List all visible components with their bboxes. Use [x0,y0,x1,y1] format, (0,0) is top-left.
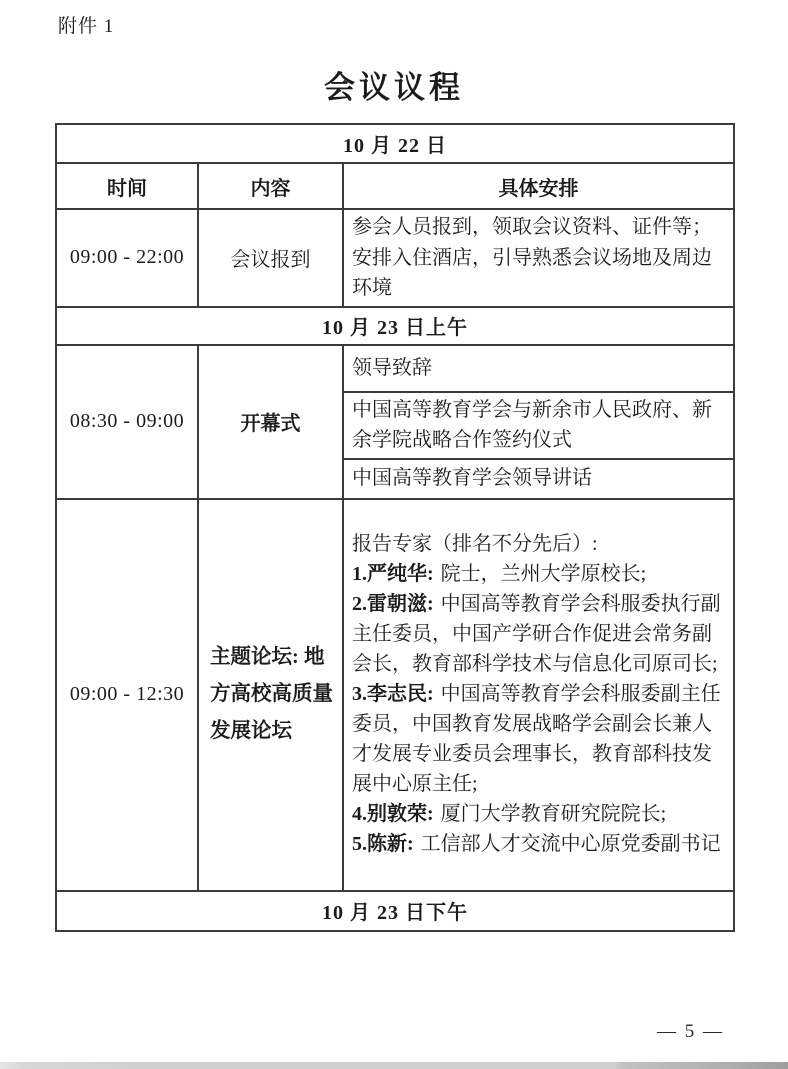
opening-content: 开幕式 [198,345,343,499]
expert-desc: 院士，兰州大学原校长; [440,563,647,585]
column-header-content: 内容 [198,163,343,209]
document-title: 会议议程 [324,70,464,105]
opening-item-3: 中国高等教育学会领导讲话 [343,459,734,499]
column-header-time: 时间 [56,163,198,209]
opening-time: 08:30 - 09:00 [56,345,198,499]
expert-name: 2.雷朝滋: [352,593,434,615]
date-header-oct22: 10 月 22 日 [56,124,734,163]
opening-item-2: 中国高等教育学会与新余市人民政府、新余学院战略合作签约仪式 [343,392,734,459]
expert-desc: 厦门大学教育研究院院长; [440,803,667,825]
expert-name: 4.别敦荣: [352,803,434,825]
opening-item-1: 领导致辞 [343,345,734,392]
registration-content: 会议报到 [198,209,343,307]
expert-item [352,679,727,799]
registration-arrangement: 参会人员报到，领取会议资料、证件等；安排入住酒店，引导熟悉会议场地及周边环境 [343,209,734,307]
row-opening-1 [56,345,734,392]
forum-arrangement [343,499,734,891]
row-date-oct22 [56,124,734,163]
expert-item [352,829,727,859]
attachment-label: 附件 1 [58,16,115,37]
expert-name: 1.严纯华: [352,563,434,585]
row-forum [56,499,734,891]
date-header-oct23-afternoon: 10 月 23 日下午 [56,891,734,931]
row-date-oct23-morning [56,307,734,345]
expert-name: 3.李志民: [352,683,434,705]
expert-name: 5.陈新: [352,833,414,855]
forum-content: 主题论坛: 地方高校高质量发展论坛 [198,499,343,891]
page-bottom-edge [0,1062,788,1069]
forum-time: 09:00 - 12:30 [56,499,198,891]
expert-item [352,799,727,829]
date-header-oct23-morning: 10 月 23 日上午 [56,307,734,345]
page-number: — 5 — [657,1021,724,1042]
registration-time: 09:00 - 22:00 [56,209,198,307]
column-header-arrangement: 具体安排 [343,163,734,209]
expert-item [352,589,727,679]
expert-item [352,559,727,589]
expert-desc: 中国高等教育学会科服委执行副主任委员，中国产学研合作促进会常务副会长，教育部科学技术与信息化司原司长; [352,593,721,675]
row-column-headers [56,163,734,209]
row-date-oct23-afternoon [56,891,734,931]
expert-desc: 中国高等教育学会科服委副主任委员，中国教育发展战略学会副会长兼人才发展专业委员会理事长，教育部科技发展中心原主任; [352,683,721,795]
forum-experts-intro: 报告专家（排名不分先后）: [352,533,598,555]
agenda-table [55,123,735,932]
expert-desc: 工信部人才交流中心原党委副书记 [420,833,721,855]
row-registration [56,209,734,307]
